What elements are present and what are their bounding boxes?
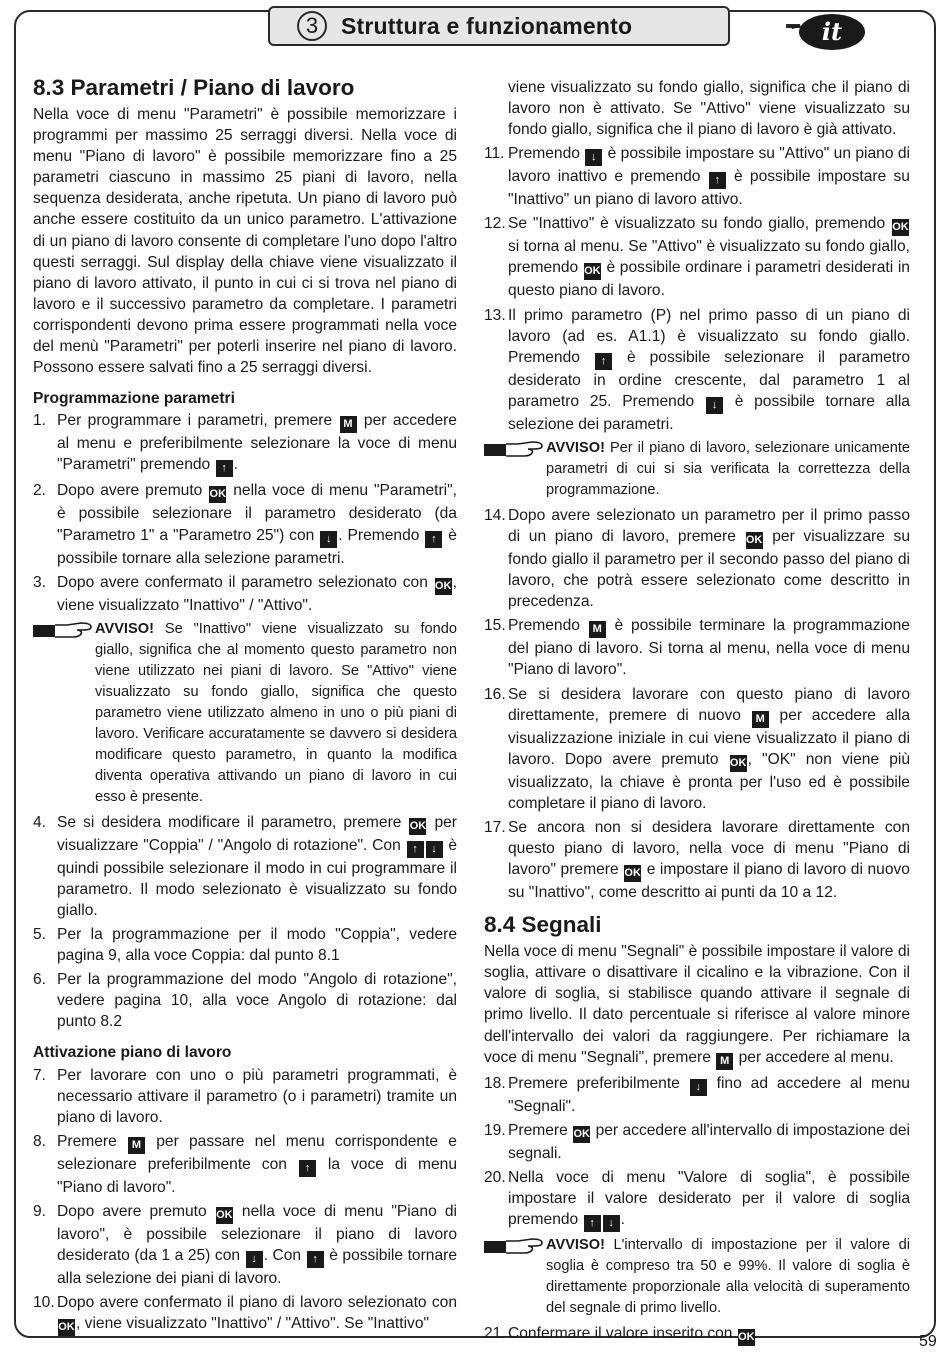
ok-key-icon: OK [435, 578, 452, 595]
down-key-icon: ↓ [706, 397, 723, 414]
chapter-title: Struttura e funzionamento [341, 12, 633, 39]
section-heading-8-3: 8.3 Parametri / Piano di lavoro [33, 75, 355, 100]
subheading-attivazione: Attivazione piano di lavoro [33, 1044, 232, 1062]
chapter-number: 3 [297, 11, 327, 41]
notice-box: AVVISO! Se "Inattivo" viene visualizzato su fondo giallo, significa che al momento questo parametro non viene utilizzato nei piani di lavoro. Se "Attivo" viene visualizzato su fondo giallo, significa che questo parametro viene utilizzato almeno in uno o più piani di lavoro. Verificare accuratamente se davvero si desidera modificare questo parametro, in quanto la modifica diventa operativa attivando un piano di lavoro in cui esso è presente. [33, 619, 457, 808]
right-column [484, 77, 910, 1349]
list-item: 14. Dopo avere selezionato un parametro per il primo passo di un piano di lavoro, premere OK per visualizzare su fondo giallo il parametro per il secondo passo del piano di lavoro, che potrà essere selezionato come descritto in precedenza. [484, 506, 910, 611]
up-key-icon: ↑ [584, 1215, 601, 1232]
ok-key-icon: OK [738, 1329, 755, 1346]
pointing-hand-icon [484, 1235, 546, 1257]
down-key-icon: ↓ [426, 841, 443, 858]
list-item: 18. Premere preferibilmente ↓ fino ad accedere al menu "Segnali". [484, 1074, 910, 1115]
ok-key-icon: OK [892, 219, 909, 236]
list-item-continued: viene visualizzato su fondo giallo, significa che il piano di lavoro non è attivato. Se "Attivo" viene visualizzato su fondo giallo, significa che il piano di lavoro è già attivato. [508, 79, 910, 139]
list-item: 15. Premendo M è possibile terminare la programmazione del piano di lavoro. Si torna al menu, nella voce di menu "Piano di lavoro". [484, 617, 910, 679]
m-key-icon: M [340, 416, 357, 433]
pointing-hand-icon [484, 438, 546, 460]
list-item: 19. Premere OK per accedere all'intervallo di impostazione dei segnali. [484, 1121, 910, 1162]
intro-paragraph: Nella voce di menu "Parametri" è possibile memorizzare i programmi per massimo 25 serraggi diversi. Nella voce di menu "Piano di lavoro" è possibile memorizzare fino a 25 parametri ciascuno in massimo 25 piani di lavoro, nella sequenza desiderata, anche ripetuta. Un piano di lavoro può anche essere costituito da un unico parametro. L'attivazione di un piano di lavoro consente di completare l'uno dopo l'altro questi serraggi. Sul display della chiave viene visualizzato il piano di lavoro attivato, il punto in cui ci si trova nel piano di lavoro e il successivo parametro da completare. I parametri corrispondenti devono prima essere programmati nella voce del menù "Parametri" per poterli inserire nel piano di lavoro. Possono essere salvati fino a 25 serraggi diversi. [33, 106, 457, 377]
ok-key-icon: OK [746, 532, 763, 549]
page-number: 59 [919, 1333, 937, 1350]
pointing-hand-icon [33, 619, 95, 641]
ok-key-icon: OK [624, 865, 641, 882]
list-item: 2. Dopo avere premuto OK nella voce di menu "Parametri", è possibile selezionare il parametro desiderato (da "Parametro 1" a "Parametro 25") con ↓ . Premendo ↑ è possibile tornare alla selezione parametri. [33, 482, 457, 567]
notice-box: AVVISO! L'intervallo di impostazione per il valore di soglia è compreso tra 50 e 99%. Il valore di soglia è direttamente proporzionale alla velocità di superamento del segnale di primo livello. [484, 1235, 910, 1319]
up-key-icon: ↑ [595, 353, 612, 370]
up-key-icon: ↑ [307, 1251, 324, 1268]
ok-key-icon: OK [730, 755, 747, 772]
list-item: 8. Premere M per passare nel menu corrispondente e selezionare preferibilmente con ↑ la voce di menu "Piano di lavoro". [33, 1132, 457, 1196]
ok-key-icon: OK [584, 263, 601, 280]
list-item: 16. Se si desidera lavorare con questo piano di lavoro direttamente, premere di nuovo M per accedere alla visualizzazione iniziale in cui viene visualizzato il piano di lavoro. Dopo avere premuto OK, "OK" non viene più visualizzato, la chiave è pronta per l'uso ed è possibile completare il piano di lavoro. [484, 685, 911, 812]
m-key-icon: M [128, 1137, 145, 1154]
m-key-icon: M [589, 621, 606, 638]
list-item: 11. Premendo ↓ è possibile impostare su "Attivo" un piano di lavoro inattivo e premendo ↑ è possibile impostare su "Inattivo" un piano di lavoro attivo. [484, 145, 910, 209]
ok-key-icon: OK [409, 818, 426, 835]
list-item: 7. Per lavorare con uno o più parametri programmati, è necessario attivare il parametro (o i parametri) tramite un piano di lavoro. [33, 1066, 457, 1126]
subheading-programmazione: Programmazione parametri [33, 390, 235, 408]
list-item: 5. Per la programmazione per il modo "Coppia", vedere pagina 9, alla voce Coppia: dal punto 8.1 [33, 925, 457, 965]
list-item: 21. Confermare il valore inserito con OK. [484, 1323, 910, 1346]
list-item: 9. Dopo avere premuto OK nella voce di menu "Piano di lavoro", è possibile selezionare il piano di lavoro desiderato (da 1 a 25) con ↓ . Con ↑ è possibile tornare alla selezione dei piani di lavoro. [33, 1202, 458, 1287]
signals-intro: Nella voce di menu "Segnali" è possibile impostare il valore di soglia, attivare o disattivare il cicalino e la vibrazione. Con il valore di soglia, si stabilisce quando attivare il segnale di primo livello. Il dato percentuale si riferisce al valore minore dell'intervallo dei valori da raggiungere. Per richiamare la voce di menu "Segnali", premere M per accedere al menu. [484, 941, 910, 1069]
down-key-icon: ↓ [585, 149, 602, 166]
down-key-icon: ↓ [603, 1215, 620, 1232]
language-badge-icon [786, 12, 868, 52]
up-key-icon: ↑ [407, 841, 424, 858]
up-key-icon: ↑ [299, 1160, 316, 1177]
down-key-icon: ↓ [246, 1251, 263, 1268]
ok-key-icon: OK [209, 486, 226, 503]
ok-key-icon: OK [216, 1207, 233, 1224]
list-item: 1. Per programmare i parametri, premere M per accedere al menu e preferibilmente selezionare la voce di menu "Parametri" premendo ↑ . [33, 410, 457, 477]
list-item: 6. Per la programmazione del modo "Angolo di rotazione", vedere pagina 10, alla voce Angolo di rotazione: dal punto 8.2 [33, 971, 457, 1031]
ok-key-icon: OK [58, 1319, 75, 1336]
list-item: 17. Se ancora non si desidera lavorare direttamente con questo piano di lavoro, nella voce di menu "Piano di lavoro" premere OK e impostare il piano di lavoro di nuovo su "Inattivo", come descritto ai punti da 10 a 12. [484, 818, 910, 902]
down-key-icon: ↓ [320, 531, 337, 548]
language-label: it [821, 17, 843, 46]
up-key-icon: ↑ [425, 531, 442, 548]
chapter-header [268, 6, 730, 46]
left-column [33, 74, 457, 1339]
notice-box: AVVISO! Per il piano di lavoro, selezionare unicamente parametri di cui si sia verificata la correttezza della programmazione. [484, 438, 910, 501]
list-item: 13. Il primo parametro (P) nel primo passo di un piano di lavoro (ad es. A1.1) è visualizzato su fondo giallo. Premendo ↑ è possibile selezionare il parametro desiderato in ordine crescente, dal parametro 1 al parametro 25. Premendo ↓ è possibile tornare alla selezione dei parametri. [484, 306, 910, 433]
m-key-icon: M [716, 1053, 733, 1070]
list-item: 10. Dopo avere confermato il piano di lavoro selezionato con OK, viene visualizzato "Inattivo" / "Attivo". Se "Inattivo" [33, 1292, 457, 1336]
list-item: 4. Se si desidera modificare il parametro, premere OK per visualizzare "Coppia" / "Angolo di rotazione". Con ↑ ↓ è quindi possibile selezionare il modo in cui programmare il parametro. Il modo selezionato è visualizzato su fondo giallo. [33, 813, 457, 919]
list-item: 12. Se "Inattivo" è visualizzato su fondo giallo, premendo OK si torna al menu. Se "Attivo" è visualizzato su fondo giallo, premendo OK è possibile ordinare i parametri desiderati in questo piano di lavoro. [484, 215, 910, 300]
list-item: 3. Dopo avere confermato il parametro selezionato con OK, viene visualizzato "Inattivo" / "Attivo". [33, 573, 457, 614]
up-key-icon: ↑ [216, 460, 233, 477]
m-key-icon: M [752, 711, 769, 728]
list-item: 20. Nella voce di menu "Valore di soglia", è possibile impostare il valore desiderato per il valore di soglia premendo ↑ ↓ . [484, 1167, 910, 1232]
down-key-icon: ↓ [690, 1079, 707, 1096]
up-key-icon: ↑ [709, 172, 726, 189]
ok-key-icon: OK [573, 1126, 590, 1143]
section-heading-8-4: 8.4 Segnali [484, 912, 602, 938]
